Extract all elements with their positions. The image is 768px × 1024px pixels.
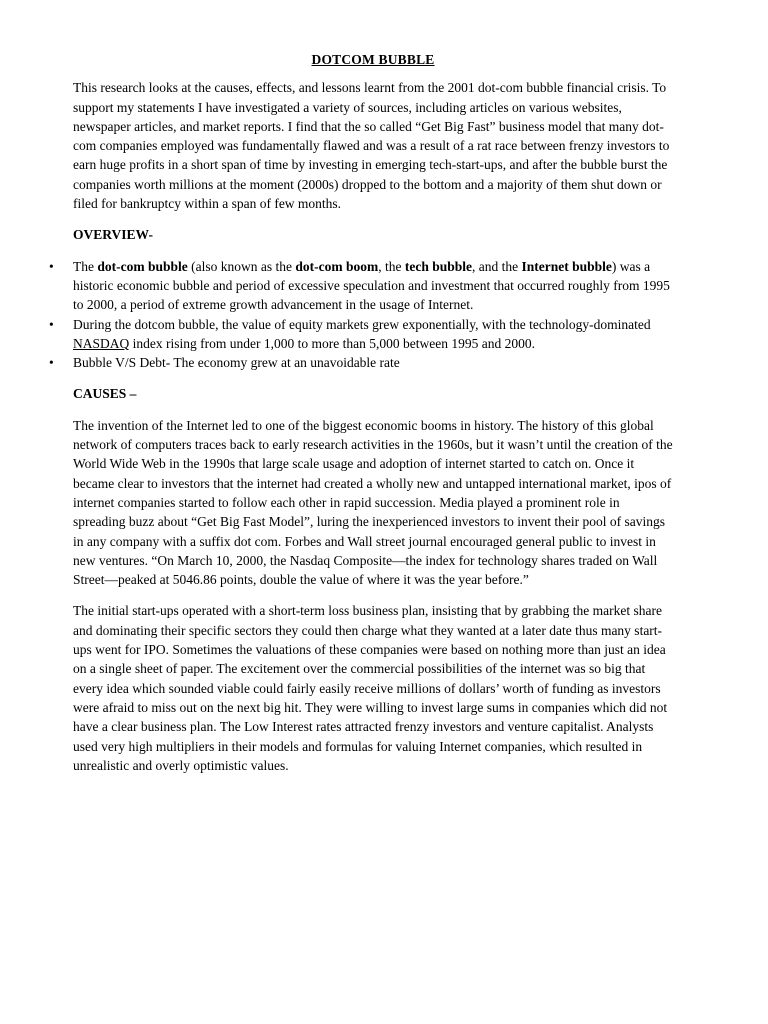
bullet3-text: Bubble V/S Debt- The economy grew at an unavoidable rate: [73, 355, 400, 371]
bullet-icon: •: [49, 316, 54, 332]
list-item: [49, 257, 673, 315]
bullet1-bold-1: dot-com bubble: [97, 258, 188, 274]
bullet-icon: •: [49, 355, 54, 371]
bullet2-text-1: During the dotcom bubble, the value of equity markets grew exponentially, with the technology-dominated: [73, 316, 651, 332]
overview-heading: OVERVIEW-: [73, 227, 154, 243]
bullet1-text-1: The: [73, 258, 98, 274]
bullet2-text-2: index rising from under 1,000 to more than 5,000 between 1995 and 2000.: [129, 335, 535, 351]
bullet-icon: •: [49, 258, 54, 274]
document-title: DOTCOM BUBBLE: [311, 52, 435, 67]
bullet1-text-3: , the: [378, 258, 405, 274]
document-page: [49, 50, 673, 787]
intro-paragraph: This research looks at the causes, effects, and lessons learnt from the 2001 dot-com bubble financial crisis. To support my statements I have investigated a variety of sources, including articles on various websites, newspaper articles, and market reports. I find that the so called “Get Big Fast” business model that many dot-com companies employed was fundamentally flawed and was a result of a rat race between frenzy investors to earn huge profits in a short span of time by investing in emerging tech-start-ups, and after the bubble burst the companies worth millions at the moment (2000s) dropped to the bottom and a majority of them shut down or filed for bankruptcy within a span of few months.: [73, 80, 670, 212]
bullet1-bold-4: Internet bubble: [521, 258, 612, 274]
nasdaq-link[interactable]: NASDAQ: [73, 335, 130, 351]
bullet1-text-2: (also known as the: [187, 258, 296, 274]
bullet1-text-5: ) was a historic economic bubble and period of excessive speculation and investment that occurred roughly from 1995 to 2000, a period of extreme growth advancement in the usage of Internet.: [73, 258, 670, 313]
list-item: [49, 353, 673, 372]
causes-paragraph-2: The initial start-ups operated with a short-term loss business plan, insisting that by grabbing the market share and dominating their specific sectors they could then charge what they wanted at a later date thus many start-ups went for IPO. Sometimes the valuations of these companies were based on nothing more than just an idea on a single sheet of paper. The excitement over the commercial possibilities of the internet was so big that every idea which sounded viable could fairly easily receive millions of dollars’ worth of funding as investors were afraid to miss out on the next big hit. They were willing to invest large sums in companies which did not have a clear business plan. The Low Interest rates attracted frenzy investors and venture capitalist. Analysts used very high multipliers in their models and formulas for valuing Internet companies, which resulted in unrealistic and overly optimistic values.: [73, 603, 668, 773]
causes-paragraph-1: The invention of the Internet led to one of the biggest economic booms in history. The history of this global network of computers traces back to early research activities in the 1960s, but it wasn’t until the creation of the World Wide Web in the 1990s that large scale usage and adoption of internet started to catch on. Once it became clear to investors that the internet had created a wholly new and untapped international market, ipos of internet companies started to follow each other in rapid succession. Media played a prominent role in spreading buzz about “Get Big Fast Model”, luring the inexperienced investors to invent their pool of savings in any company with a suffix dot com. Forbes and Wall street journal encouraged general public to invest in new ventures. “On March 10, 2000, the Nasdaq Composite—the index for technology shares traded on Wall Street—peaked at 5046.86 points, double the value of where it was the year before.”: [73, 417, 673, 588]
bullet1-bold-2: dot-com boom: [295, 258, 379, 274]
bullet1-text-4: , and the: [472, 258, 522, 274]
causes-heading: CAUSES –: [73, 386, 137, 402]
list-item: [49, 315, 673, 354]
bullet1-bold-3: tech bubble: [404, 258, 473, 274]
overview-list: [49, 257, 673, 373]
